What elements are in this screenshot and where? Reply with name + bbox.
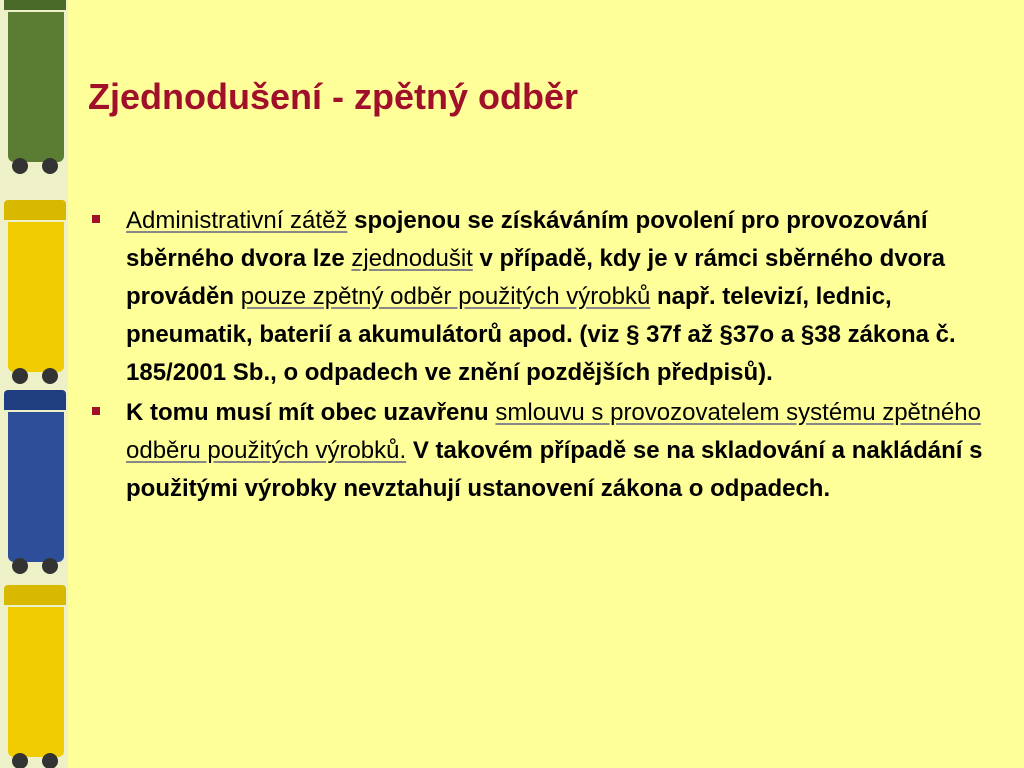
bullet-list <box>86 202 986 508</box>
yellow-bin-image <box>4 200 66 384</box>
side-image-strip <box>0 0 68 768</box>
bullet-text: V takovém případě se na skladování a nakládání s použitými výrobky nevztahují ustanovení zákona o odpadech. <box>126 437 983 502</box>
bullet-text: např. televizí, lednic, pneumatik, baterií a akumulátorů apod. (viz § 37f až §37o a §38 zákona č. 185/2001 Sb., o odpadech ve znění pozdějších předpisů). <box>126 283 956 386</box>
highlighted-phrase: smlouvu s provozovatelem systému zpětného odběru použitých výrobků. <box>126 399 981 464</box>
green-bin-image <box>4 0 66 174</box>
bullet-item <box>86 394 986 508</box>
highlighted-phrase: Administrativní zátěž <box>126 207 348 234</box>
yellow-bin-image <box>4 585 66 768</box>
bullet-marker-icon <box>92 215 100 223</box>
bullet-text: v případě, kdy je v rámci sběrného dvora prováděn <box>126 245 946 310</box>
bullet-text: K tomu musí mít obec uzavřenu <box>126 399 496 426</box>
bullet-marker-icon <box>92 407 100 415</box>
slide-title: Zjednodušení - zpětný odběr <box>88 76 579 117</box>
bullet-item <box>86 202 986 392</box>
bullet-text: spojenou se získáváním povolení pro provozování sběrného dvora lze <box>126 207 928 272</box>
highlighted-phrase: zjednodušit <box>351 245 473 272</box>
slide-content <box>86 202 986 510</box>
blue-bin-image <box>4 390 66 574</box>
highlighted-phrase: pouze zpětný odběr použitých výrobků <box>240 283 651 310</box>
